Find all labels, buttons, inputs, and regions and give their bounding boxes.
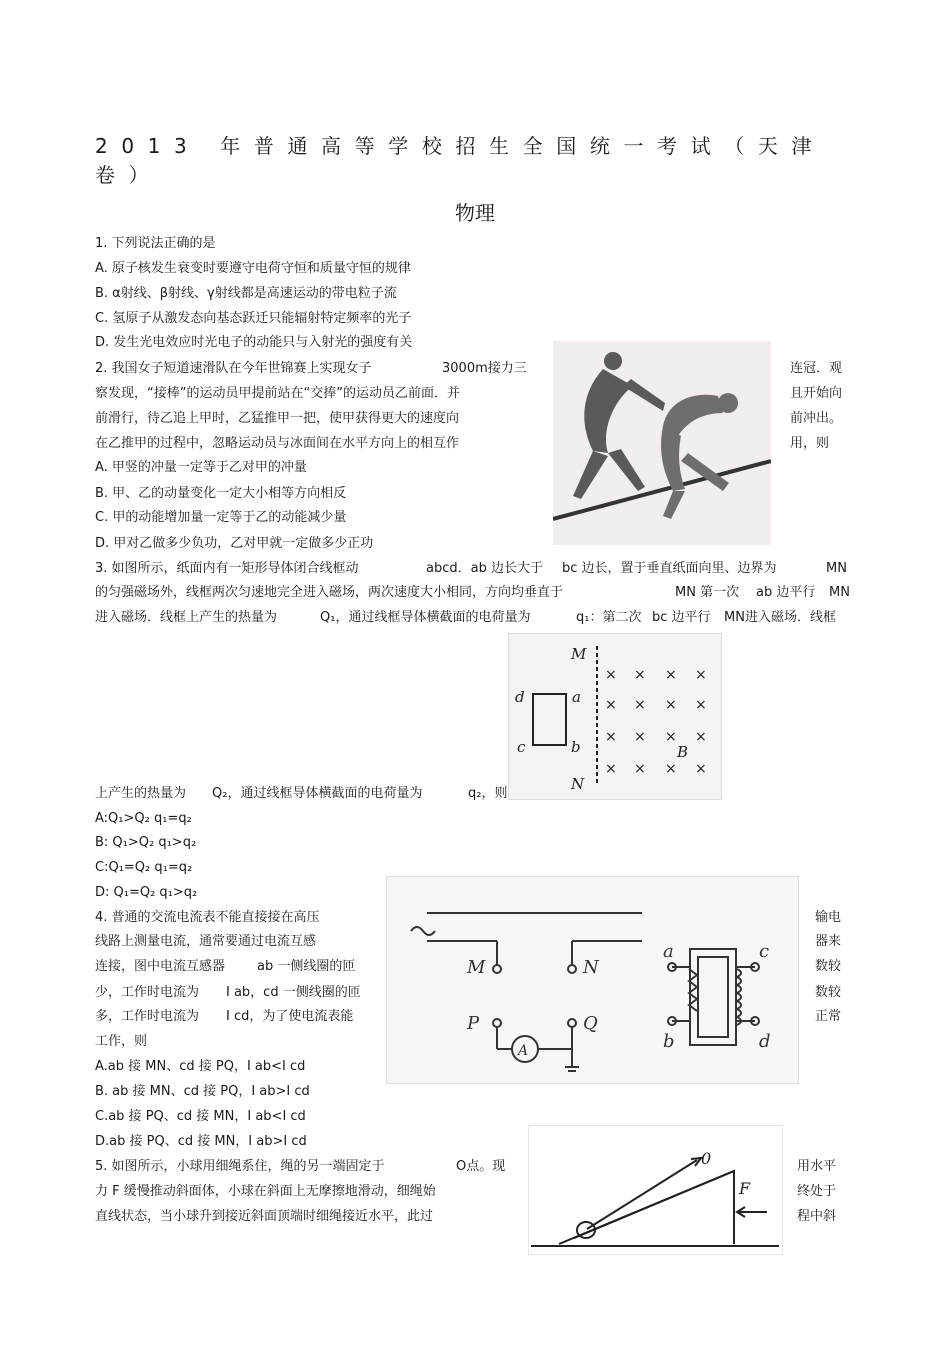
label-n: N — [583, 957, 599, 978]
svg-text:×: × — [695, 667, 707, 683]
q4-line2: 线路上测量电流，通常要通过电流互感 — [95, 934, 317, 949]
label-b: b — [571, 738, 581, 756]
q5-line3-c: 程中斜 — [797, 1209, 837, 1224]
q3-option-d: D: Q₁=Q₂ q₁>q₂ — [95, 885, 198, 900]
q4-line1-c: 输电 — [815, 910, 842, 925]
q3-line3-b: Q₁，通过线框导体横截面的电荷量为 — [320, 610, 531, 625]
svg-text:×: × — [665, 667, 677, 683]
svg-text:×: × — [605, 761, 617, 777]
q3-line3-e: MN进入磁场．线框 — [724, 610, 836, 625]
q4-line2-c: 器来 — [815, 934, 842, 949]
skaters-illustration — [553, 341, 771, 545]
q4-line4-b: I ab，cd 一侧线圈的匝 — [226, 985, 361, 1000]
q2-option-d: D. 甲对乙做多少负功，乙对甲就一定做多少正功 — [95, 536, 374, 551]
q2-line3-c: 前冲出。 — [790, 411, 843, 426]
q3-line4: 上产生的热量为 — [95, 786, 187, 801]
q4-line5: 多，工作时电流为 — [95, 1009, 200, 1024]
q5-line1-c: 用水平 — [797, 1159, 837, 1174]
skaters-photo — [553, 341, 771, 545]
q5-line1: 5. 如图所示，小球用细绳系住，绳的另一端固定于 — [95, 1159, 385, 1174]
label-field-b: B — [677, 743, 689, 761]
q3-option-c: C:Q₁=Q₂ q₁=q₂ — [95, 860, 193, 875]
q4-option-d: D.ab 接 PQ、cd 接 MN，I ab>I cd — [95, 1134, 307, 1149]
q4-option-b: B. ab 接 MN、cd 接 PQ，I ab>I cd — [95, 1084, 310, 1099]
svg-text:×: × — [634, 761, 646, 777]
svg-text:×: × — [695, 697, 707, 713]
field-crosses — [605, 667, 707, 777]
label-a: a — [572, 688, 581, 706]
current-transformer-diagram — [387, 877, 798, 1083]
label-m: M — [571, 645, 587, 663]
label-q: Q — [583, 1013, 598, 1034]
label-c: c — [517, 738, 526, 756]
label-o: 0 — [701, 1149, 712, 1168]
q3-line3-c: q₁：第二次 — [576, 610, 642, 625]
q5-line3: 直线状态，当小球升到接近斜面顶端时细绳接近水平，此过 — [95, 1209, 434, 1224]
q2-line3: 前滑行，待乙追上甲时，乙猛推甲一把，使甲获得更大的速度向 — [95, 411, 460, 426]
label-a: a — [663, 941, 674, 962]
q2-line1-b: 3000m接力三 — [442, 361, 527, 376]
q4-line5-c: 正常 — [815, 1009, 842, 1024]
q1-stem: 1. 下列说法正确的是 — [95, 236, 216, 251]
q3-line2-d: MN — [829, 585, 850, 600]
label-d: d — [759, 1031, 771, 1052]
q3-line1-c: bc 边长，置于垂直纸面向里、边界为 — [562, 561, 777, 576]
q5-line2-c: 终处于 — [797, 1184, 837, 1199]
q3-option-a: A:Q₁>Q₂ q₁=q₂ — [95, 811, 192, 826]
label-d: d — [515, 688, 525, 706]
label-force-f: F — [739, 1179, 751, 1198]
ammeter-label: A — [518, 1043, 529, 1059]
q1-option-a: A. 原子核发生衰变时要遵守电荷守恒和质量守恒的规律 — [95, 261, 411, 276]
q4-line3: 连接，图中电流互感器 — [95, 959, 226, 974]
q1-option-d: D. 发生光电效应时光电子的动能只与入射光的强度有关 — [95, 335, 413, 350]
label-p: P — [467, 1013, 480, 1034]
q2-line2-c: 且开始向 — [790, 386, 843, 401]
q3-line1-d: MN — [826, 561, 847, 576]
q4-line4: 少，工作时电流为 — [95, 985, 200, 1000]
svg-text:×: × — [634, 697, 646, 713]
q5-line1-b: O点。现 — [456, 1159, 506, 1174]
svg-text:×: × — [695, 761, 707, 777]
svg-text:×: × — [605, 697, 617, 713]
label-c: c — [759, 941, 770, 962]
q4-line3-c: 数较 — [815, 959, 842, 974]
q2-option-b: B. 甲、乙的动量变化一定大小相等方向相反 — [95, 486, 347, 501]
q3-line3: 进入磁场．线框上产生的热量为 — [95, 610, 278, 625]
svg-text:×: × — [605, 729, 617, 745]
current-transformer-figure — [386, 876, 799, 1084]
q2-option-a: A. 甲竖的冲量一定等于乙对甲的冲量 — [95, 460, 307, 475]
svg-text:×: × — [634, 729, 646, 745]
subject-heading: 物理 — [455, 201, 495, 225]
magnetic-field-diagram — [509, 634, 721, 799]
svg-text:×: × — [665, 761, 677, 777]
q2-line2: 察发现，“接棒”的运动员甲提前站在“交捧”的运动员乙前面．并 — [95, 386, 460, 401]
q4-line3-b: ab 一侧线圈的匝 — [257, 959, 356, 974]
q1-option-c: C. 氢原子从激发态向基态跃迁只能辐射特定频率的光子 — [95, 311, 412, 326]
q3-line4-c: q₂，则 — [468, 786, 508, 801]
incline-figure — [528, 1125, 783, 1255]
q4-line6: 工作，则 — [95, 1034, 148, 1049]
q4-option-a: A.ab 接 MN、cd 接 PQ，I ab<I cd — [95, 1059, 306, 1074]
svg-text:×: × — [634, 667, 646, 683]
incline-diagram — [529, 1126, 782, 1254]
q3-line1: 3. 如图所示，纸面内有一矩形导体闭合线框动 — [95, 561, 359, 576]
q3-option-b: B: Q₁>Q₂ q₁>q₂ — [95, 835, 197, 850]
q3-line2: 的匀强磁场外，线框两次匀速地完全进入磁场，两次速度大小相同，方向均垂直于 — [95, 585, 564, 600]
q4-option-c: C.ab 接 PQ、cd 接 MN，I ab<I cd — [95, 1109, 306, 1124]
q3-line2-c: ab 边平行 — [756, 585, 816, 600]
exam-title — [95, 130, 855, 188]
q3-line2-b: MN 第一次 — [675, 585, 740, 600]
q1-option-b: B. α射线、β射线、γ射线都是高速运动的带电粒子流 — [95, 286, 397, 301]
label-n: N — [571, 775, 585, 793]
label-m: M — [467, 957, 486, 978]
q3-line3-d: bc 边平行 — [652, 610, 711, 625]
q4-line5-b: I cd，为了使电流表能 — [226, 1009, 354, 1024]
q3-line4-b: Q₂，通过线框导体横截面的电荷量为 — [212, 786, 423, 801]
q4-line4-c: 数较 — [815, 985, 842, 1000]
q3-line1-b: abcd．ab 边长大于 — [426, 561, 543, 576]
q2-line1: 2. 我国女子短道速滑队在今年世锦赛上实现女子 — [95, 361, 372, 376]
svg-text:×: × — [695, 729, 707, 745]
q2-line1-c: 连冠．观 — [790, 361, 843, 376]
svg-text:×: × — [605, 667, 617, 683]
q2-option-c: C. 甲的动能增加量一定等于乙的动能减少量 — [95, 510, 347, 525]
q2-line4: 在乙推甲的过程中，忽略运动员与冰面间在水平方向上的相互作 — [95, 436, 460, 451]
wire-frame — [533, 694, 566, 745]
magnetic-field-figure — [508, 633, 722, 800]
svg-text:×: × — [665, 697, 677, 713]
exam-title-text: 2013 年普通高等学校招生全国统一考试（天津卷） — [95, 134, 826, 187]
q4-line1: 4. 普通的交流电流表不能直接接在高压 — [95, 910, 320, 925]
label-b: b — [663, 1031, 675, 1052]
svg-text:×: × — [665, 729, 677, 745]
q5-line2: 力 F 缓慢推动斜面体，小球在斜面上无摩擦地滑动，细绳始 — [95, 1184, 436, 1199]
q2-line4-c: 用，则 — [790, 436, 830, 451]
